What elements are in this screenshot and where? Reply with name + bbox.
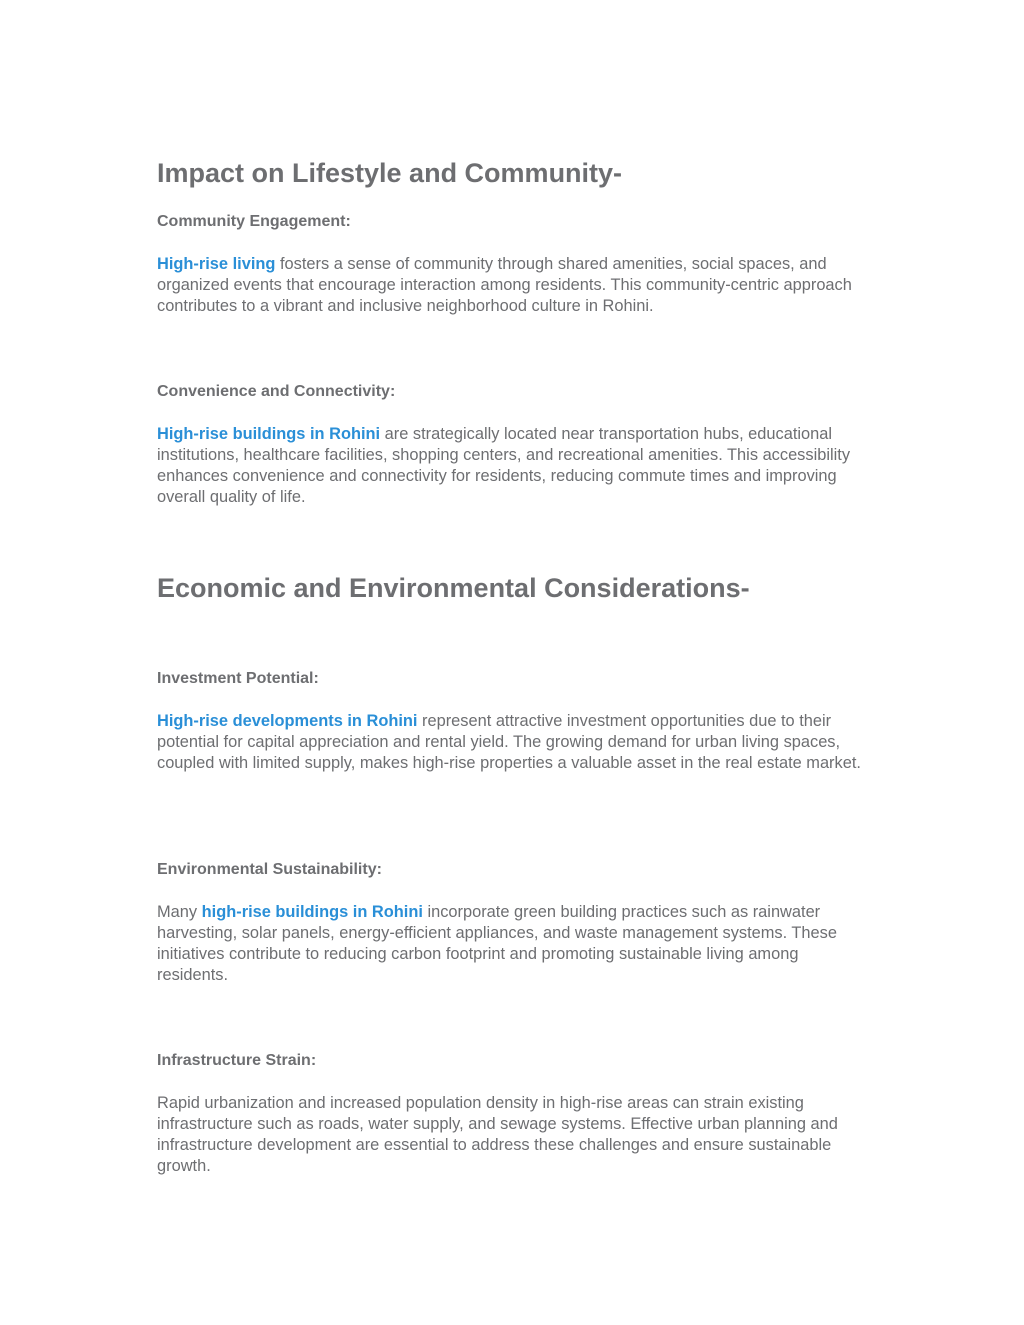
subheading-investment-potential: Investment Potential: (157, 670, 319, 687)
section-title-lifestyle: Impact on Lifestyle and Community- (157, 158, 623, 188)
link-high-rise-developments-rohini[interactable]: High-rise developments in Rohini (157, 712, 418, 730)
paragraph-community-engagement (157, 254, 869, 317)
subheading-infrastructure-strain: Infrastructure Strain: (157, 1052, 317, 1069)
subheading-convenience-connectivity: Convenience and Connectivity: (157, 383, 396, 400)
link-high-rise-buildings-rohini[interactable]: High-rise buildings in Rohini (157, 425, 381, 443)
subheading-community-engagement: Community Engagement: (157, 213, 351, 230)
paragraph-infrastructure-strain (157, 1093, 869, 1177)
paragraph-text: fosters a sense of community through shared amenities, social spaces, and organized events that encourage interaction among residents. This community-centric approach contributes to a vibrant and inclusive neighborhood culture in Rohini. (157, 255, 852, 315)
paragraph-text: are strategically located near transportation hubs, educational institutions, healthcare facilities, shopping centers, and recreational amenities. This accessibility enhances convenience and connectivity for residents, reducing commute times and improving overall quality of life. (157, 425, 851, 506)
link-high-rise-buildings-rohini-2[interactable]: high-rise buildings in Rohini (201, 903, 423, 921)
link-high-rise-living[interactable]: High-rise living (157, 255, 276, 273)
paragraph-lead-text: Many (157, 903, 202, 921)
paragraph-text: represent attractive investment opportunities due to their potential for capital appreciation and rental yield. The growing demand for urban living spaces, coupled with limited supply, makes high-rise properties a valuable asset in the real estate market. (157, 712, 861, 772)
section-title-economic-environmental: Economic and Environmental Considerations- (157, 573, 750, 603)
paragraph-environmental-sustainability (157, 902, 869, 986)
paragraph-text: incorporate green building practices such as rainwater harvesting, solar panels, energy-efficient appliances, and waste management systems. These initiatives contribute to reducing carbon footprint and promoting sustainable living among residents. (157, 903, 837, 984)
paragraph-investment-potential (157, 711, 869, 774)
paragraph-convenience-connectivity (157, 424, 869, 508)
paragraph-text: Rapid urbanization and increased population density in high-rise areas can strain existing infrastructure such as roads, water supply, and sewage systems. Effective urban planning and infrastructure development are essential to address these challenges and ensure sustainable growth. (157, 1094, 838, 1175)
subheading-environmental-sustainability: Environmental Sustainability: (157, 861, 382, 878)
